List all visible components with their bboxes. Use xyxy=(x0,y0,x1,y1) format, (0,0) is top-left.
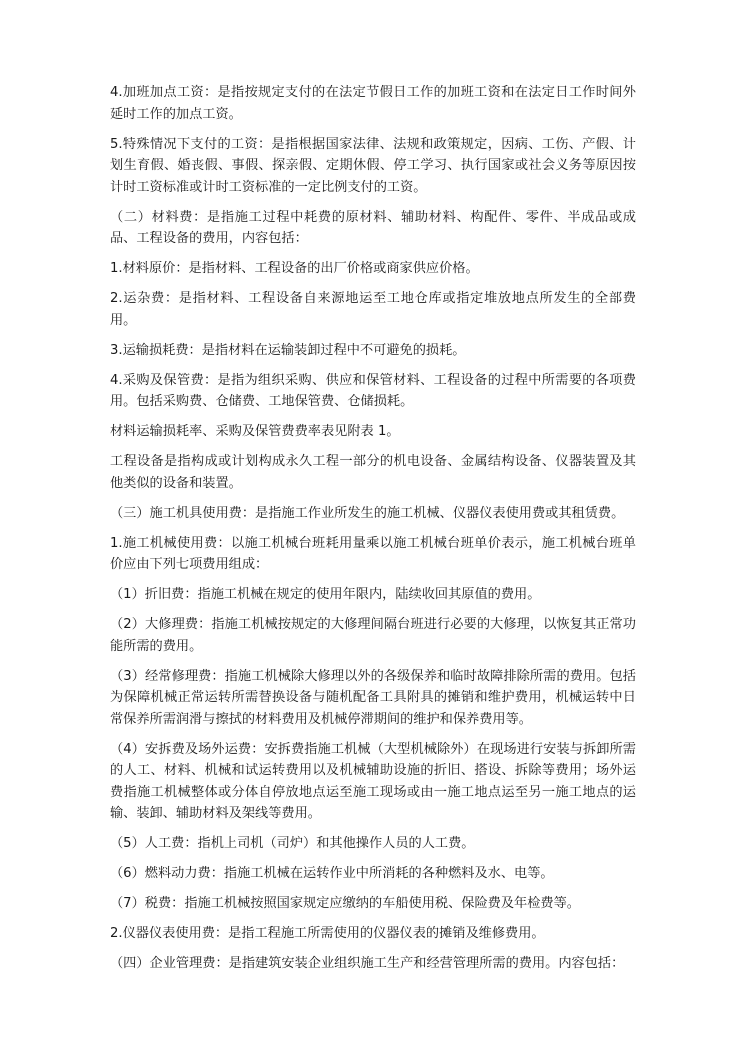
paragraph-regular-repair: （3）经常修理费：指施工机械除大修理以外的各级保养和临时故障排除所需的费用。包括为保障机械正常运转所需替换设备与随机配备工具附具的摊销和维护费用，机械运转中日常保养所需润滑与擦拭的材料费用及机械停滞期间的维护和保养费用等。 xyxy=(110,668,636,727)
paragraph-engineering-equipment: 工程设备是指构成或计划构成永久工程一部分的机电设备、金属结构设备、仪器装置及其他类似的设备和装置。 xyxy=(110,454,636,491)
paragraph-transport-misc: 2.运杂费：是指材料、工程设备自来源地运至工地仓库或指定堆放地点所发生的全部费用。 xyxy=(110,291,636,328)
paragraph-depreciation: （1）折旧费：指施工机械在规定的使用年限内，陆续收回其原值的费用。 xyxy=(110,587,541,602)
paragraph-taxes: （7）税费：指施工机械按照国家规定应缴纳的车船使用税、保险费及年检费等。 xyxy=(110,896,580,911)
paragraph-overhaul: （2）大修理费：指施工机械按规定的大修理间隔台班进行必要的大修理，以恢复其正常功能所需的费用。 xyxy=(110,617,636,654)
paragraph-procurement-storage: 4.采购及保管费：是指为组织采购、供应和保管材料、工程设备的过程中所需要的各项费用。包括采购费、仓储费、工地保管费、仓储损耗。 xyxy=(110,372,636,409)
paragraph-fuel-power: （6）燃料动力费：指施工机械在运转作业中所消耗的各种燃料及水、电等。 xyxy=(110,866,554,881)
paragraph-rate-table-note: 材料运输损耗率、采购及保管费费率表见附表 1。 xyxy=(110,424,400,439)
paragraph-labor: （5）人工费：指机上司机（司炉）和其他操作人员的人工费。 xyxy=(110,836,475,851)
paragraph-special-wage: 5.特殊情况下支付的工资：是指根据国家法律、法规和政策规定，因病、工伤、产假、计划生育假、婚丧假、事假、探亲假、定期休假、停工学习、执行国家或社会义务等原因按计时工资标准或计时工资标准的一定比例支付的工资。 xyxy=(110,136,636,195)
section-enterprise-management: （四）企业管理费：是指建筑安装企业组织施工生产和经营管理所需的费用。内容包括： xyxy=(110,956,625,971)
paragraph-machinery-usage: 1.施工机械使用费：以施工机械台班耗用量乘以施工机械台班单价表示，施工机械台班单价应由下列七项费用组成： xyxy=(110,535,636,572)
paragraph-material-price: 1.材料原价：是指材料、工程设备的出厂价格或商家供应价格。 xyxy=(110,261,479,276)
document-body xyxy=(110,82,636,983)
section-material-cost: （二）材料费：是指施工过程中耗费的原材料、辅助材料、构配件、零件、半成品或成品、工程设备的费用，内容包括： xyxy=(110,209,636,246)
paragraph-transport-loss: 3.运输损耗费：是指材料在运输装卸过程中不可避免的损耗。 xyxy=(110,342,466,358)
paragraph-instrument-usage: 2.仪器仪表使用费：是指工程施工所需使用的仪器仪表的摊销及维修费用。 xyxy=(110,926,545,941)
paragraph-installation-transport: （4）安拆费及场外运费：安拆费指施工机械（大型机械除外）在现场进行安装与拆卸所需的人工、材料、机械和试运转费用以及机械辅助设施的折旧、搭设、拆除等费用；场外运费指施工机械整体或分体自停放地点运至施工现场或由一施工地点运至另一施工地点的运输、装卸、辅助材料及架线等费用。 xyxy=(110,741,636,821)
paragraph-overtime-wage: 4.加班加点工资：是指按规定支付的在法定节假日工作的加班工资和在法定日工作时间外延时工作的加点工资。 xyxy=(110,85,636,122)
section-machinery-cost: （三）施工机具使用费：是指施工作业所发生的施工机械、仪器仪表使用费或其租赁费。 xyxy=(110,505,625,521)
